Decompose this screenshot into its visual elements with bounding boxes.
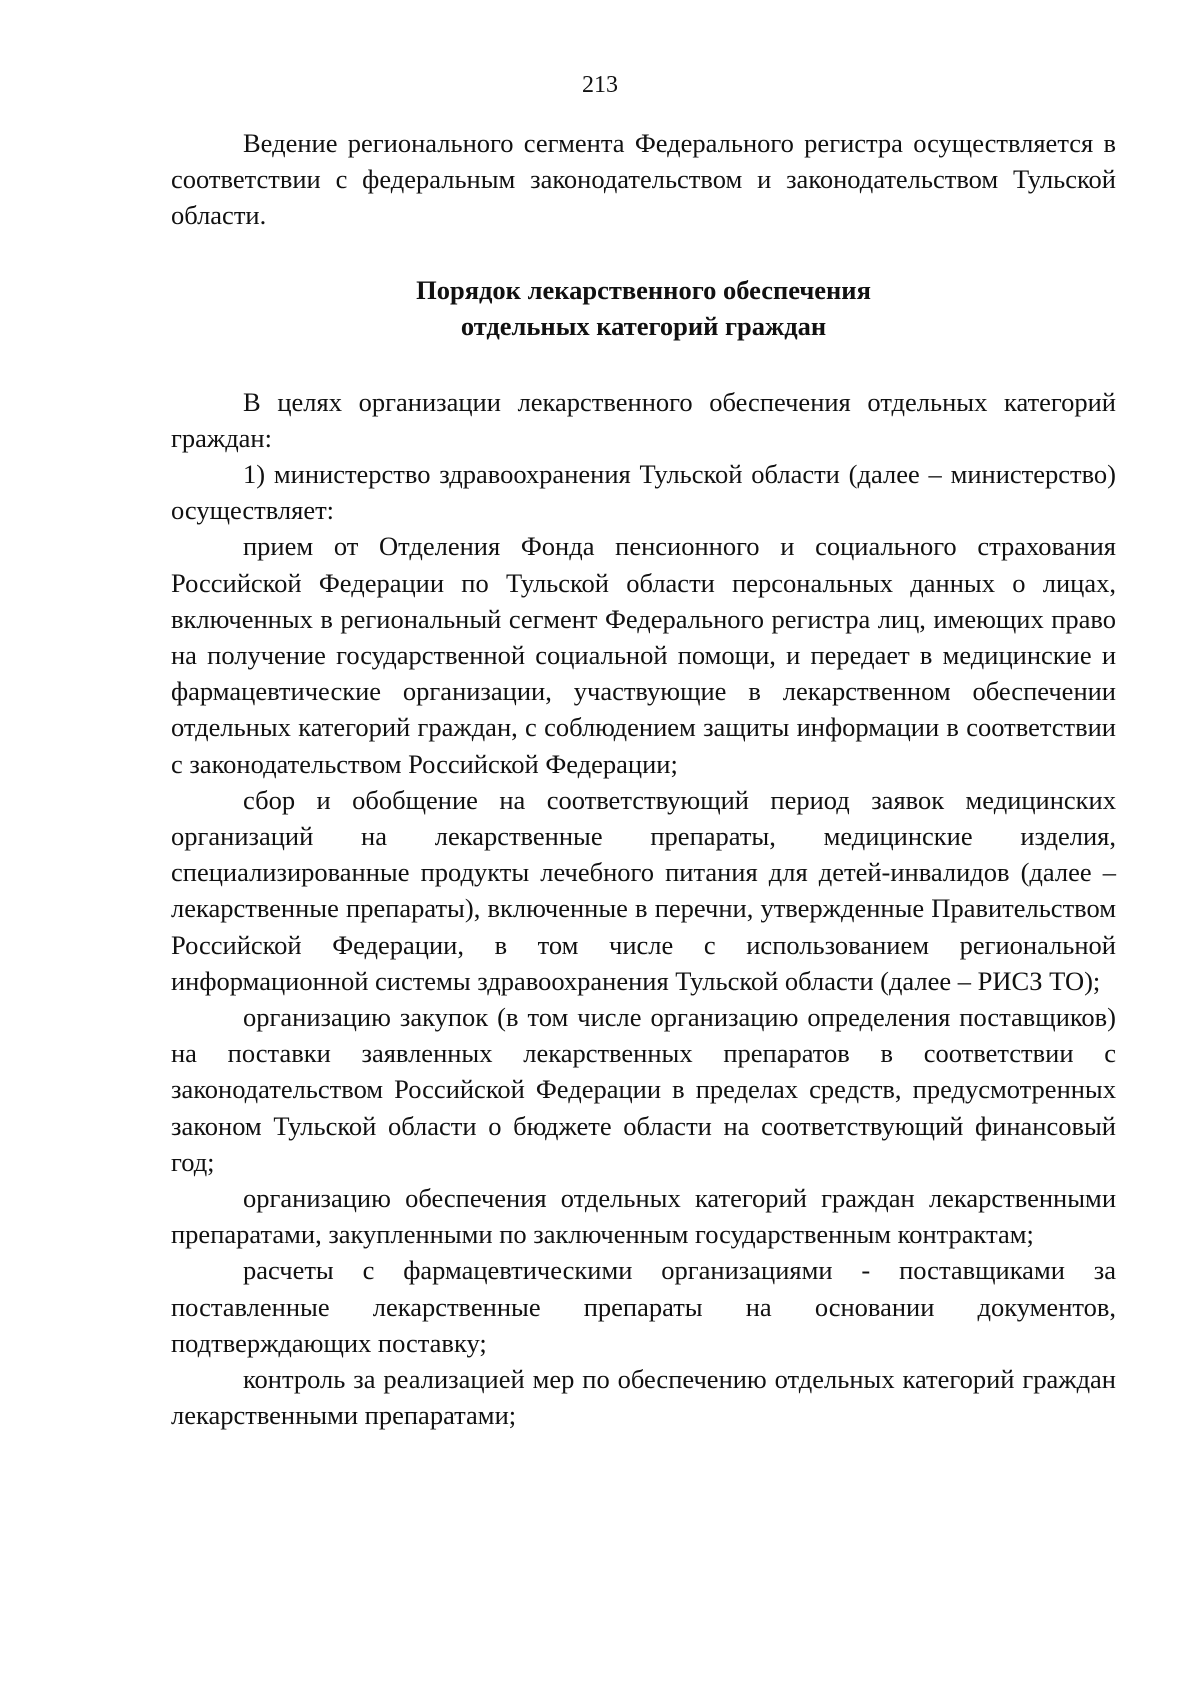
- paragraph-procurement: организацию закупок (в том числе организацию определения поставщиков) на поставки заявленных лекарственных препаратов в соответствии с законодательством Российской Федерации в пределах средств, предусмотренных законом Тульской области о бюджете области на соответствующий финансовый год;: [171, 1002, 1116, 1177]
- paragraph-data-reception: прием от Отделения Фонда пенсионного и социального страхования Российской Федерации по Тульской области персональных данных о лицах, включенных в региональный сегмент Федерального регистра лиц, имеющих право на получение государственной социальной помощи, и передает в медицинские и фармацевтические организации, участвующие в лекарственном обеспечении отдельных категорий граждан, с соблюдением защиты информации в соответствии с законодательством Российской Федерации;: [171, 531, 1116, 779]
- section-heading-line-2: отдельных категорий граждан: [460, 310, 827, 341]
- paragraph-applications: сбор и обобщение на соответствующий период заявок медицинских организаций на лекарственные препараты, медицинские изделия, специализированные продукты лечебного питания для детей-инвалидов (далее – лекарственные препараты), включенные в перечни, утвержденные Правительством Российской Федерации, в том числе с использованием региональной информационной системы здравоохранения Тульской области (далее – РИСЗ ТО);: [171, 784, 1116, 996]
- paragraph-purpose: В целях организации лекарственного обеспечения отдельных категорий граждан:: [171, 386, 1116, 453]
- intro-paragraph: Ведение регионального сегмента Федерального регистра осуществляется в соответствии с федеральным законодательством и законодательством Тульской области.: [171, 128, 1116, 231]
- document-body: [171, 125, 1116, 1434]
- paragraph-control: контроль за реализацией мер по обеспечению отдельных категорий граждан лекарственными препаратами;: [171, 1364, 1116, 1431]
- paragraph-settlements: расчеты с фармацевтическими организациями - поставщиками за поставленные лекарственные препараты на основании документов, подтверждающих поставку;: [171, 1255, 1116, 1358]
- paragraph-ministry: 1) министерство здравоохранения Тульской области (далее – министерство) осуществляет:: [171, 459, 1116, 526]
- section-heading: [171, 272, 1116, 344]
- section-heading-line-1: Порядок лекарственного обеспечения: [416, 274, 871, 305]
- paragraph-supply-organization: организацию обеспечения отдельных категорий граждан лекарственными препаратами, закупленными по заключенным государственным контрактам;: [171, 1183, 1116, 1250]
- page-number: 213: [582, 72, 618, 98]
